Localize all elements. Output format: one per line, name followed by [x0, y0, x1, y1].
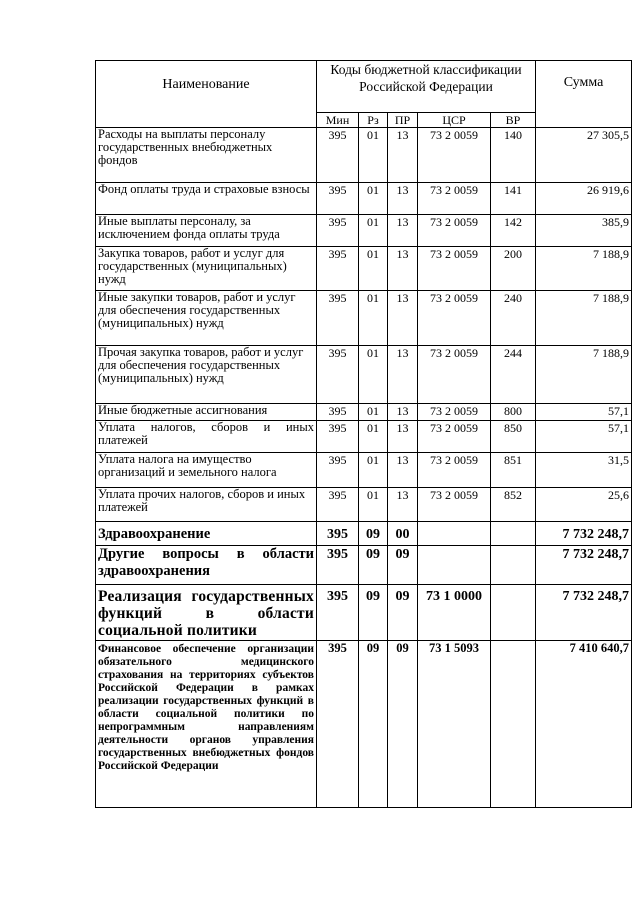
column-header-csr: ЦСР [418, 113, 491, 128]
row-csr: 73 2 0059 [418, 128, 491, 183]
row-csr: 73 2 0059 [418, 291, 491, 346]
table-row [96, 641, 632, 808]
row-sum: 7 732 248,7 [536, 522, 632, 546]
row-name: Уплата налогов, сборов и иных платежей [96, 421, 317, 453]
row-sum: 25,6 [536, 488, 632, 522]
table-row [96, 421, 632, 453]
row-csr [418, 546, 491, 585]
row-min: 395 [317, 641, 359, 808]
row-csr: 73 2 0059 [418, 488, 491, 522]
row-min: 395 [317, 404, 359, 421]
row-min: 395 [317, 183, 359, 215]
table-row [96, 128, 632, 183]
row-vr: 200 [491, 247, 536, 291]
row-rz: 09 [359, 546, 388, 585]
row-csr [418, 522, 491, 546]
row-pr: 13 [388, 488, 418, 522]
row-csr: 73 2 0059 [418, 453, 491, 488]
table-row [96, 215, 632, 247]
row-sum: 57,1 [536, 421, 632, 453]
row-name: Здравоохранение [96, 522, 317, 546]
row-csr: 73 2 0059 [418, 346, 491, 404]
row-sum: 7 732 248,7 [536, 585, 632, 641]
row-min: 395 [317, 291, 359, 346]
row-min: 395 [317, 421, 359, 453]
row-sum: 7 410 640,7 [536, 641, 632, 808]
row-pr: 13 [388, 346, 418, 404]
row-vr: 140 [491, 128, 536, 183]
column-header-rz: Рз [359, 113, 388, 128]
table-row [96, 404, 632, 421]
row-min: 395 [317, 247, 359, 291]
column-header-sum: Сумма [536, 61, 632, 128]
table-row [96, 488, 632, 522]
row-name: Иные выплаты персоналу, за исключением фонда оплаты труда [96, 215, 317, 247]
row-pr: 09 [388, 585, 418, 641]
budget-table [95, 60, 632, 808]
row-name: Финансовое обеспечение организации обязательного медицинского страхования на территориях субъектов Российской Федерации в рамках реализации государственных функций в области социальной политики по непрограммным направлениям деятельности органов управления государственных внебюджетных фондов Российской Федерации [96, 641, 317, 808]
row-sum: 27 305,5 [536, 128, 632, 183]
row-name: Реализация государственных функций в области социальной политики [96, 585, 317, 641]
row-rz: 09 [359, 641, 388, 808]
column-header-min: Мин [317, 113, 359, 128]
row-sum: 7 732 248,7 [536, 546, 632, 585]
table-row [96, 585, 632, 641]
row-name: Фонд оплаты труда и страховые взносы [96, 183, 317, 215]
row-pr: 09 [388, 546, 418, 585]
table-row [96, 522, 632, 546]
row-rz: 01 [359, 453, 388, 488]
row-sum: 7 188,9 [536, 346, 632, 404]
row-pr: 13 [388, 404, 418, 421]
row-vr [491, 522, 536, 546]
row-pr: 13 [388, 183, 418, 215]
row-rz: 01 [359, 346, 388, 404]
row-csr: 73 2 0059 [418, 247, 491, 291]
row-csr: 73 1 5093 [418, 641, 491, 808]
table-row [96, 546, 632, 585]
row-vr: 852 [491, 488, 536, 522]
row-min: 395 [317, 488, 359, 522]
row-min: 395 [317, 346, 359, 404]
row-vr: 244 [491, 346, 536, 404]
row-name: Иные закупки товаров, работ и услуг для обеспечения государственных (муниципальных) нужд [96, 291, 317, 346]
row-rz: 09 [359, 522, 388, 546]
table-row [96, 346, 632, 404]
row-rz: 01 [359, 421, 388, 453]
row-rz: 09 [359, 585, 388, 641]
row-sum: 31,5 [536, 453, 632, 488]
row-name: Закупка товаров, работ и услуг для государственных (муниципальных) нужд [96, 247, 317, 291]
row-pr: 13 [388, 453, 418, 488]
row-vr [491, 641, 536, 808]
row-pr: 13 [388, 215, 418, 247]
table-row [96, 183, 632, 215]
row-name: Уплата прочих налогов, сборов и иных платежей [96, 488, 317, 522]
row-rz: 01 [359, 291, 388, 346]
row-rz: 01 [359, 183, 388, 215]
row-rz: 01 [359, 215, 388, 247]
row-pr: 00 [388, 522, 418, 546]
row-min: 395 [317, 453, 359, 488]
row-vr: 850 [491, 421, 536, 453]
row-rz: 01 [359, 488, 388, 522]
row-name: Прочая закупка товаров, работ и услуг для обеспечения государственных (муниципальных) нужд [96, 346, 317, 404]
row-csr: 73 2 0059 [418, 183, 491, 215]
table-row [96, 453, 632, 488]
row-min: 395 [317, 546, 359, 585]
row-sum: 26 919,6 [536, 183, 632, 215]
row-csr: 73 1 0000 [418, 585, 491, 641]
row-vr: 142 [491, 215, 536, 247]
table-row [96, 291, 632, 346]
row-vr: 141 [491, 183, 536, 215]
row-min: 395 [317, 215, 359, 247]
row-vr: 851 [491, 453, 536, 488]
row-name: Уплата налога на имущество организаций и земельного налога [96, 453, 317, 488]
row-vr: 240 [491, 291, 536, 346]
row-name: Другие вопросы в области здравоохранения [96, 546, 317, 585]
row-sum: 7 188,9 [536, 291, 632, 346]
column-header-codes: Коды бюджетной классификации Российской Федерации [317, 61, 536, 113]
row-vr [491, 585, 536, 641]
row-pr: 13 [388, 247, 418, 291]
row-pr: 13 [388, 291, 418, 346]
row-min: 395 [317, 585, 359, 641]
row-csr: 73 2 0059 [418, 215, 491, 247]
row-sum: 7 188,9 [536, 247, 632, 291]
row-csr: 73 2 0059 [418, 404, 491, 421]
row-name: Расходы на выплаты персоналу государственных внебюджетных фондов [96, 128, 317, 183]
table-row [96, 247, 632, 291]
row-min: 395 [317, 522, 359, 546]
column-header-name: Наименование [96, 61, 317, 128]
row-rz: 01 [359, 404, 388, 421]
row-pr: 13 [388, 421, 418, 453]
row-vr [491, 546, 536, 585]
row-name: Иные бюджетные ассигнования [96, 404, 317, 421]
row-rz: 01 [359, 128, 388, 183]
row-csr: 73 2 0059 [418, 421, 491, 453]
row-rz: 01 [359, 247, 388, 291]
column-header-vr: ВР [491, 113, 536, 128]
row-vr: 800 [491, 404, 536, 421]
row-pr: 13 [388, 128, 418, 183]
row-sum: 57,1 [536, 404, 632, 421]
row-sum: 385,9 [536, 215, 632, 247]
row-pr: 09 [388, 641, 418, 808]
row-min: 395 [317, 128, 359, 183]
column-header-pr: ПР [388, 113, 418, 128]
